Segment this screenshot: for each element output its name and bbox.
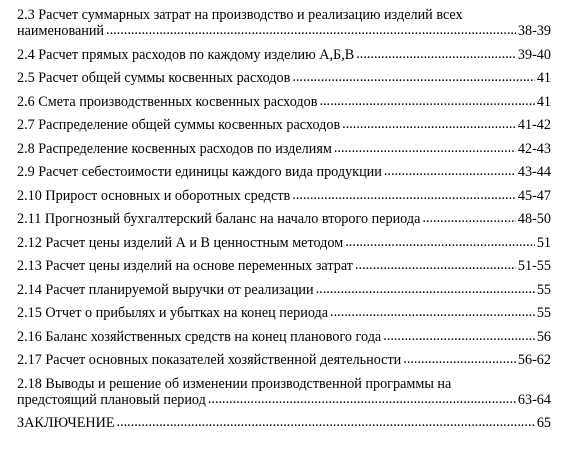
toc-entry-2-17[interactable] (17, 352, 551, 368)
toc-entry-title: предстоящий плановый период (17, 391, 206, 408)
toc-entry-title: 2.16 Баланс хозяйственных средств на конец планового года (17, 328, 382, 345)
toc-entry-page: 42-43 (517, 140, 551, 157)
toc-entry-page: 65 (536, 415, 551, 431)
toc-entry-page: 45-47 (517, 187, 551, 204)
dot-leader (345, 234, 535, 250)
toc-entry-page: 43-44 (517, 164, 551, 180)
toc-entry-title: ЗАКЛЮЧЕНИЕ (17, 415, 115, 431)
toc-entry-2-8[interactable] (17, 141, 551, 157)
toc-entry-page: 56-62 (517, 352, 551, 368)
toc-entry-2-7[interactable] (17, 117, 551, 133)
toc-entry-page: 48-50 (517, 211, 551, 227)
toc-entry-page: 56 (536, 328, 551, 345)
toc-entry-title: наименований (17, 23, 105, 39)
dot-leader (384, 163, 516, 179)
dot-leader (292, 69, 534, 85)
toc-entry-title: 2.4 Расчет прямых расходов по каждому изделию А,Б,В (17, 46, 355, 63)
toc-entry-title: 2.11 Прогнозный бухгалтерский баланс на начало второго периода (17, 211, 421, 227)
toc-entry-page: 55 (536, 305, 551, 321)
dot-leader (355, 257, 516, 273)
toc-entry-2-3[interactable] (17, 7, 551, 39)
toc-entry-title: 2.17 Расчет основных показателей хозяйственной деятельности (17, 352, 402, 368)
dot-leader (330, 304, 535, 320)
toc-entry-title: 2.12 Расчет цены изделий А и В ценностным методом (17, 234, 344, 251)
toc-entry-title-line1: 2.18 Выводы и решение об изменении производственной программы на (17, 375, 452, 392)
toc-entry-title: 2.5 Расчет общей суммы косвенных расходов (17, 70, 291, 86)
dot-leader (422, 210, 516, 226)
toc-entry-page: 38-39 (517, 23, 551, 39)
toc-entry-page: 51 (536, 234, 551, 251)
dot-leader (106, 22, 516, 38)
dot-leader (334, 140, 516, 156)
toc-entry-title: 2.6 Смета производственных косвенных расходов (17, 93, 318, 110)
toc-entry-page: 55 (536, 281, 551, 298)
toc-entry-page: 39-40 (517, 46, 551, 63)
toc-entry-2-12[interactable] (17, 235, 551, 251)
toc-entry-page: 51-55 (517, 258, 551, 274)
dot-leader (356, 46, 516, 62)
toc-entry-title: 2.10 Прирост основных и оборотных средств (17, 187, 291, 204)
dot-leader (403, 351, 516, 367)
toc-entry-2-5[interactable] (17, 70, 551, 86)
toc-entry-page: 41 (536, 70, 551, 86)
toc-entry-page: 41-42 (517, 117, 551, 133)
toc-entry-title-line1: 2.3 Расчет суммарных затрат на производство и реализацию изделий всех (17, 7, 463, 23)
toc-entry-2-4[interactable] (17, 47, 551, 63)
toc-entry-2-6[interactable] (17, 94, 551, 110)
toc-entry-title: 2.15 Отчет о прибылях и убытках на конец периода (17, 305, 329, 321)
toc-entry-2-18[interactable] (17, 376, 551, 408)
toc-entry-2-13[interactable] (17, 258, 551, 274)
toc-entry-title: 2.9 Расчет себестоимости единицы каждого вида продукции (17, 164, 382, 180)
toc-entry-page: 63-64 (517, 391, 551, 408)
toc-entry-title: 2.8 Распределение косвенных расходов по изделиям (17, 140, 332, 157)
toc-entry-title: 2.14 Расчет планируемой выручки от реализации (17, 281, 314, 298)
dot-leader (342, 116, 516, 132)
toc-entry-2-10[interactable] (17, 188, 551, 204)
toc-entry-page: 41 (536, 93, 551, 110)
dot-leader (319, 93, 534, 109)
dot-leader (316, 281, 535, 297)
table-of-contents (17, 7, 551, 439)
toc-entry-title: 2.13 Расчет цены изделий на основе переменных затрат (17, 258, 353, 274)
dot-leader (208, 391, 516, 407)
toc-entry-2-14[interactable] (17, 282, 551, 298)
toc-entry-2-15[interactable] (17, 305, 551, 321)
toc-entry-2-16[interactable] (17, 329, 551, 345)
dot-leader (383, 328, 535, 344)
toc-entry-2-9[interactable] (17, 164, 551, 180)
dot-leader (117, 414, 535, 430)
dot-leader (292, 187, 516, 203)
toc-entry-2-11[interactable] (17, 211, 551, 227)
toc-entry-conclusion[interactable] (17, 415, 551, 431)
toc-entry-title: 2.7 Распределение общей суммы косвенных расходов (17, 117, 341, 133)
